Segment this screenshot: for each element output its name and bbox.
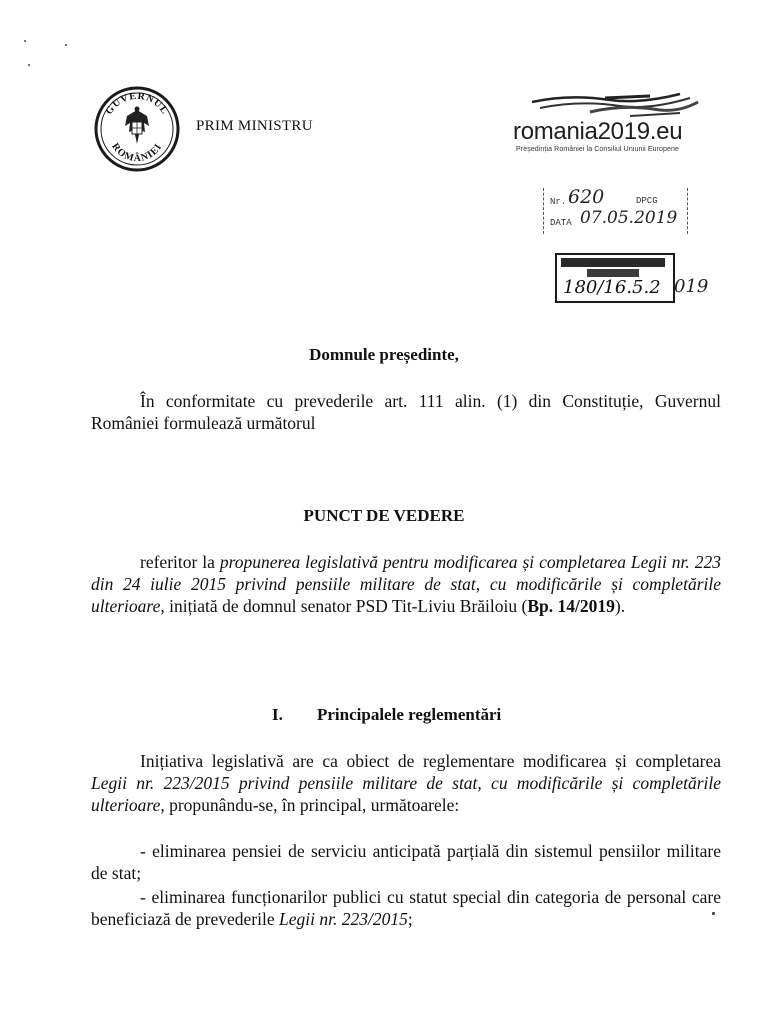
document-title: PUNCT DE VEDERE xyxy=(303,506,465,525)
office-title: PRIM MINISTRU xyxy=(196,118,313,134)
senate-stamp-number: 180/16.5.2 xyxy=(563,277,661,298)
stamp-dept-value: DPCG xyxy=(636,196,658,206)
seal-text-bottom: ROMÂNIEI xyxy=(109,141,165,165)
registration-stamp xyxy=(543,188,688,234)
government-seal xyxy=(94,86,180,172)
romania2019-logo-tagline: Președinția României la Consiliul Uniunii Europene xyxy=(516,146,679,153)
romania2019-logo-wave-icon xyxy=(530,88,700,122)
seal-text-top: GUVERNUL xyxy=(103,90,171,117)
stamp-date-label: DATA xyxy=(550,218,572,228)
stamp-nr-label: Nr. xyxy=(550,197,567,207)
stamp-nr-value: 620 xyxy=(568,186,605,208)
section-number: I. xyxy=(272,705,283,724)
eagle-crest-icon xyxy=(125,107,149,145)
section-heading xyxy=(272,705,501,725)
section-title: Principalele reglementări xyxy=(317,705,502,724)
greeting: Domnule președinte, xyxy=(309,345,459,364)
senate-stamp xyxy=(555,253,675,303)
stamp-date-value: 07.05.2019 xyxy=(580,208,678,228)
initiative-paragraph: Inițiativa legislativă are ca obiect de reglementare modificarea și completarea Legii nr. 223/2015 privind pensiile militare de stat, cu modificările și completările ulterioare, propunându-se, în principal, următoarele: xyxy=(91,751,721,815)
list-item: - eliminarea funcționarilor publici cu statut special din categoria de personal care beneficiază de prevederile Legii nr. 223/2015; xyxy=(91,887,721,929)
senate-stamp-year-tail: 019 xyxy=(674,276,709,297)
list-item: - eliminarea pensiei de serviciu anticipată parțială din sistemul pensiilor militare de stat; xyxy=(91,841,721,883)
svg-text:ROMÂNIEI xyxy=(109,141,164,164)
reference-paragraph: referitor la propunerea legislativă pentru modificarea și completarea Legii nr. 223 din 24 iulie 2015 privind pensiile militare de stat, cu modificările și completările ulterioare, inițiată de domnul senator PSD Tit-Liviu Brăiloiu (Bp. 14/2019). xyxy=(91,552,721,616)
romania2019-logo-text: romania2019.eu xyxy=(513,118,683,145)
intro-paragraph: În conformitate cu prevederile art. 111 alin. (1) din Constituție, Guvernul României formulează următorul xyxy=(91,391,721,433)
